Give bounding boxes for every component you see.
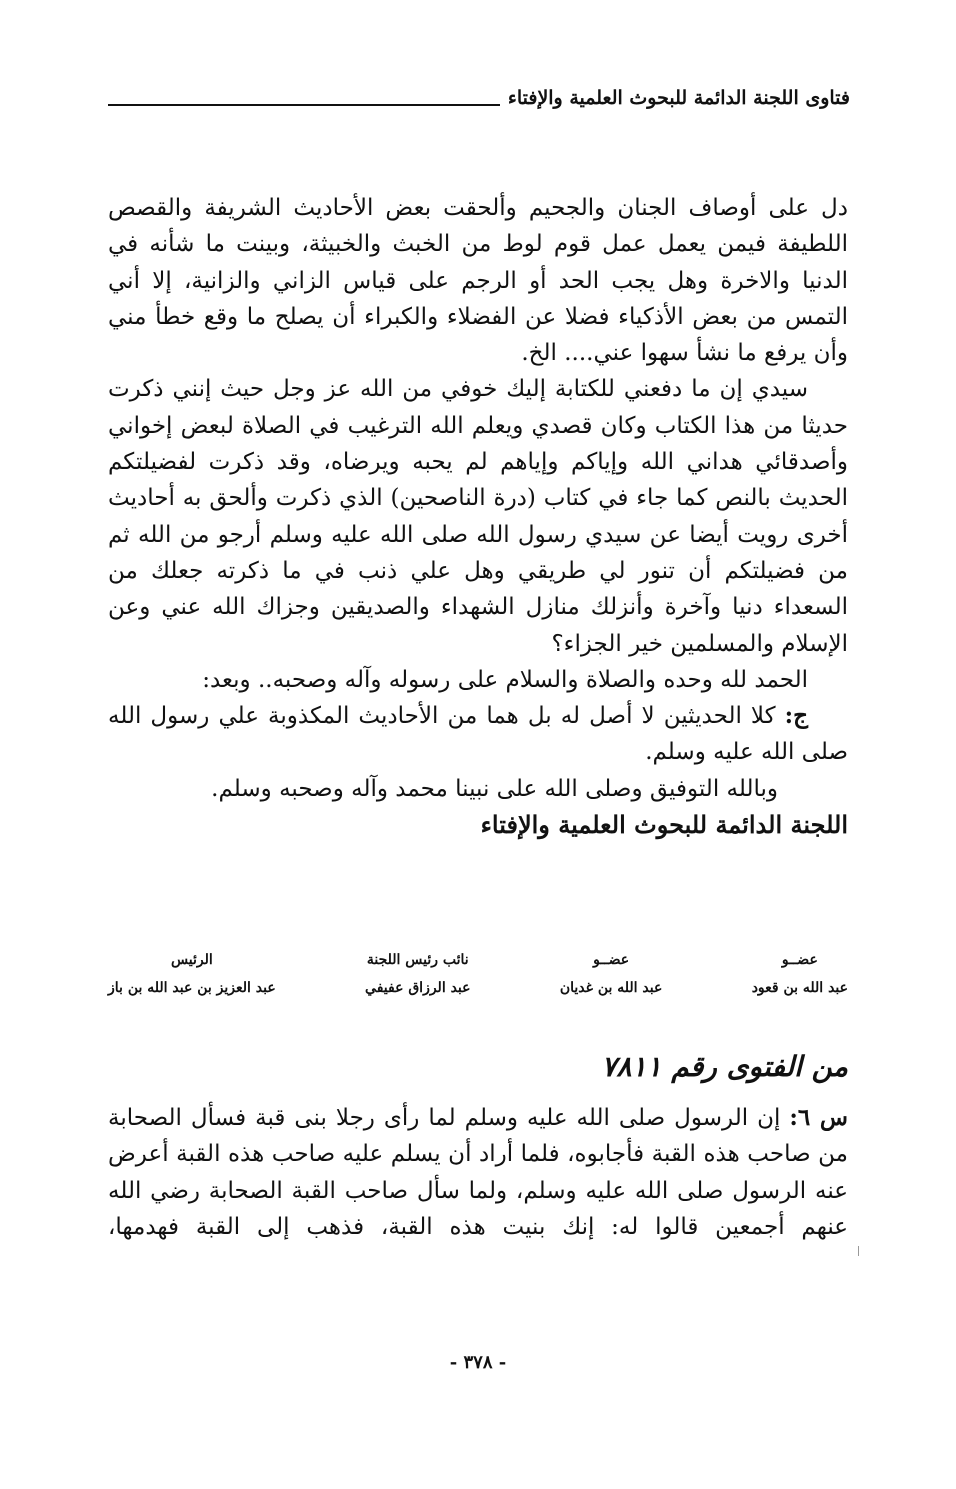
signature-role: الرئيس <box>170 952 213 968</box>
signature-member-1 <box>752 952 848 996</box>
question-continuation: دل على أوصاف الجنان والجحيم وألحقت بعض الأحاديث الشريفة والقصص اللطيفة فيمن يعمل عمل قوم لوط من الخبث والخبيثة، وبينت ما شأنه في الدنيا والاخرة وهل يجب الحد أو الرجم على قياس الزاني والزانية، إلا أني التمس من بعض الأذكياء فضلا عن الفضلاء والكبراء أن يصلح ما وقع خطأ مني وأن يرفع ما نشأ سهوا عني.... الخ. <box>108 195 848 367</box>
main-text-block <box>108 190 848 843</box>
answer-paragraph <box>108 698 848 771</box>
running-header <box>108 78 850 112</box>
question-paragraph: سيدي إن ما دفعني للكتابة إليك خوفي من الله عز وجل حيث إنني ذكرت حديثا من هذا الكتاب وكان قصدي ويعلم الله الترغيب في الصلاة لبعض إخواني وأصدقائي هداني الله وإياكم وإياهم لم يحبه ويرضاه، وقد ذكرت لفضيلتكم الحديث بالنص كما جاء في كتاب (درة الناصحين) الذي ذكرت وألحق به أحاديث أخرى رويت أيضا عن سيدي رسول الله صلى الله عليه وسلم أرجو من الله ثم من فضيلتكم أن تنور لي طريقي وهل علي ذنب في ما ذكرته جعلك من السعداء دنيا وآخرة وأنزلك منازل الشهداء والصديقين وجزاك الله عني وعن الإسلام والمسلمين خير الجزاء؟ <box>108 376 848 657</box>
running-title: فتاوى اللجنة الدائمة للبحوث العلمية والإفتاء <box>507 87 850 109</box>
signatures-block <box>108 952 848 996</box>
signature-name: عبد الرزاق عفيفي <box>365 980 471 996</box>
signature-role: عضــو <box>781 952 818 968</box>
margin-mark <box>858 1246 859 1256</box>
page-number: - ٣٧٨ - <box>449 1352 507 1373</box>
signature-name: عبد الله بن قعود <box>751 980 848 996</box>
signature-name: عبد الله بن غديان <box>559 980 663 996</box>
question-6-text: إن الرسول صلى الله عليه وسلم لما رأى رجلا بنى قبة فسأل الصحابة من صاحب هذه القبة فأجابوه، فلما أراد أن يسلم عليه صاحب هذه القبة أعرض عنه الرسول صلى الله عليه وسلم، ولما سأل صاحب القبة الصحابة رضي الله عنهم أجمعين قالوا له: إنك بنيت هذه القبة، فذهب إلى القبة فهدمها، <box>108 1105 848 1240</box>
question-6-block <box>108 1100 848 1245</box>
closing-line: وبالله التوفيق وصلى الله على نبينا محمد وآله وصحبه وسلم. <box>211 775 778 802</box>
signature-role: نائب رئيس اللجنة <box>366 952 469 968</box>
signature-name: عبد العزيز بن عبد الله بن باز <box>108 980 276 996</box>
signature-chairman <box>108 952 276 996</box>
answer-opening: الحمد لله وحده والصلاة والسلام على رسوله وآله وصحبه.. وبعد: <box>202 666 808 693</box>
fatwa-heading: من الفتوى رقم ٧٨١١ <box>601 1050 848 1083</box>
committee-name: اللجنة الدائمة للبحوث العلمية والإفتاء <box>480 810 848 840</box>
header-rule <box>108 104 500 106</box>
signature-deputy <box>365 952 470 996</box>
question-label: س ٦: <box>789 1104 848 1131</box>
signature-role: عضــو <box>593 952 630 968</box>
answer-text: كلا الحديثين لا أصل له بل هما من الأحاديث المكذوبة علي رسول الله صلى الله عليه وسلم. <box>108 703 848 766</box>
answer-label: ج: <box>784 702 809 730</box>
question-6-paragraph <box>108 1100 848 1245</box>
signature-member-2 <box>560 952 663 996</box>
